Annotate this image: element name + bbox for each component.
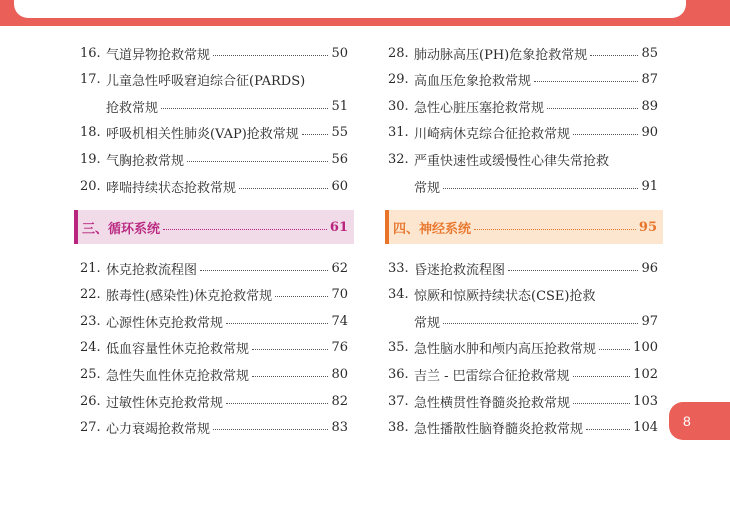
toc-entry[interactable] <box>388 282 658 308</box>
entry-title: 低血容量性休克抢救常规 <box>106 342 250 358</box>
entry-title: 昏迷抢救流程图 <box>414 262 506 278</box>
entry-page-number: 97 <box>641 313 658 329</box>
toc-entry[interactable] <box>80 335 348 361</box>
entry-page-number: 56 <box>331 151 348 167</box>
entry-page-number: 103 <box>633 393 658 409</box>
dot-leader <box>590 55 638 56</box>
entry-number: 32. <box>388 151 409 167</box>
dot-leader <box>213 429 328 430</box>
entry-title: 常规 <box>414 315 441 331</box>
dot-leader <box>252 349 328 350</box>
entry-title: 抢救常规 <box>106 100 159 116</box>
entry-number: 25. <box>80 366 101 382</box>
entry-page-number: 50 <box>331 45 348 61</box>
entry-page-number: 62 <box>331 260 348 276</box>
entry-page-number: 76 <box>331 340 348 356</box>
toc-entry[interactable] <box>388 255 658 281</box>
entry-title: 急性横贯性脊髓炎抢救常规 <box>414 395 571 411</box>
entry-page-number: 91 <box>641 178 658 194</box>
entry-page-number: 85 <box>641 45 658 61</box>
entry-title: 严重快速性或缓慢性心律失常抢救 <box>414 153 610 169</box>
dot-leader <box>252 376 328 377</box>
section-page-number: 61 <box>329 219 348 235</box>
toc-entry[interactable] <box>388 335 658 361</box>
dot-leader <box>534 81 638 82</box>
entry-page-number: 74 <box>331 313 348 329</box>
entry-number: 29. <box>388 72 409 88</box>
entry-number: 17. <box>80 72 101 88</box>
page-number: 8 <box>683 413 691 429</box>
entry-title: 川崎病休克综合征抢救常规 <box>414 127 571 143</box>
entry-title: 心源性休克抢救常规 <box>106 315 224 331</box>
dot-leader <box>573 376 631 377</box>
entry-number: 27. <box>80 420 101 436</box>
toc-entry[interactable] <box>388 388 658 414</box>
entry-number: 30. <box>388 98 409 114</box>
dot-leader <box>275 296 328 297</box>
dot-leader <box>226 403 328 404</box>
toc-entry[interactable] <box>80 415 348 441</box>
entry-title: 脓毒性(感染性)休克抢救常规 <box>106 289 273 305</box>
entry-page-number: 87 <box>641 72 658 88</box>
entry-title: 急性失血性休克抢救常规 <box>106 368 250 384</box>
dot-leader <box>573 403 630 404</box>
entry-title: 急性心脏压塞抢救常规 <box>414 100 545 116</box>
entry-page-number: 90 <box>641 125 658 141</box>
entry-title: 过敏性休克抢救常规 <box>106 395 224 411</box>
toc-entry[interactable] <box>80 120 348 146</box>
entry-number: 24. <box>80 340 101 356</box>
toc-entry[interactable] <box>388 146 658 172</box>
entry-number: 16. <box>80 45 101 61</box>
entry-title: 肺动脉高压(PH)危象抢救常规 <box>414 47 588 63</box>
entry-number: 22. <box>80 287 101 303</box>
entry-number: 21. <box>80 260 101 276</box>
toc-entry[interactable] <box>388 93 658 119</box>
toc-entry[interactable] <box>80 282 348 308</box>
entry-title: 常规 <box>414 180 441 196</box>
entry-number: 33. <box>388 260 409 276</box>
entry-number: 37. <box>388 393 409 409</box>
section-page-number: 95 <box>638 219 657 235</box>
entry-page-number: 89 <box>641 98 658 114</box>
entry-title: 吉兰 - 巴雷综合征抢救常规 <box>414 368 570 384</box>
entry-number: 28. <box>388 45 409 61</box>
dot-leader <box>443 188 638 189</box>
toc-entry[interactable] <box>388 40 658 66</box>
dot-leader <box>213 55 328 56</box>
entry-title: 急性播散性脑脊髓炎抢救常规 <box>414 422 584 438</box>
section-accent-bar <box>385 210 389 244</box>
entry-title: 儿童急性呼吸窘迫综合征(PARDS) <box>106 74 306 90</box>
entry-page-number: 102 <box>633 366 658 382</box>
entry-number: 18. <box>80 125 101 141</box>
top-band-cutout <box>14 0 686 18</box>
entry-page-number: 104 <box>633 420 658 436</box>
entry-title: 气胸抢救常规 <box>106 153 185 169</box>
entry-number: 19. <box>80 151 101 167</box>
entry-number: 38. <box>388 420 409 436</box>
page-number-tab <box>669 402 730 440</box>
entry-page-number: 51 <box>331 98 348 114</box>
toc-entry[interactable] <box>80 308 348 334</box>
toc-entry[interactable] <box>388 67 658 93</box>
entry-title: 高血压危象抢救常规 <box>414 74 532 90</box>
dot-leader <box>599 349 630 350</box>
entry-number: 36. <box>388 366 409 382</box>
toc-entry[interactable] <box>80 255 348 281</box>
entry-title: 气道异物抢救常规 <box>106 47 211 63</box>
toc-entry[interactable] <box>80 67 348 93</box>
entry-title: 急性脑水肿和颅内高压抢救常规 <box>414 342 597 358</box>
entry-number: 35. <box>388 340 409 356</box>
toc-entry[interactable] <box>80 388 348 414</box>
dot-leader <box>200 270 328 271</box>
dot-leader <box>547 108 638 109</box>
entry-title: 哮喘持续状态抢救常规 <box>106 180 237 196</box>
entry-number: 23. <box>80 313 101 329</box>
entry-number: 26. <box>80 393 101 409</box>
dot-leader <box>443 323 638 324</box>
dot-leader <box>508 270 638 271</box>
toc-entry[interactable] <box>80 173 348 199</box>
section-title: 三、循环系统 <box>82 221 161 237</box>
section-title: 四、神经系统 <box>393 221 472 237</box>
entry-page-number: 55 <box>331 125 348 141</box>
dot-leader <box>573 134 638 135</box>
toc-entry[interactable] <box>388 120 658 146</box>
toc-entry[interactable] <box>388 308 658 334</box>
section-heading-neurology[interactable] <box>385 210 663 244</box>
entry-title: 惊厥和惊厥持续状态(CSE)抢救 <box>414 289 596 305</box>
entry-title: 心力衰竭抢救常规 <box>106 422 211 438</box>
entry-title: 呼吸机相关性肺炎(VAP)抢救常规 <box>106 127 299 143</box>
toc-entry[interactable] <box>80 40 348 66</box>
entry-number: 20. <box>80 178 101 194</box>
entry-page-number: 70 <box>331 287 348 303</box>
dot-leader <box>474 229 636 230</box>
entry-number: 34. <box>388 287 409 303</box>
entry-title: 休克抢救流程图 <box>106 262 198 278</box>
toc-entry[interactable] <box>388 415 658 441</box>
entry-page-number: 100 <box>633 340 658 356</box>
toc-entry[interactable] <box>388 361 658 387</box>
entry-page-number: 60 <box>331 178 348 194</box>
dot-leader <box>226 323 328 324</box>
entry-number: 31. <box>388 125 409 141</box>
toc-entry[interactable] <box>388 173 658 199</box>
toc-entry[interactable] <box>80 146 348 172</box>
entry-page-number: 83 <box>331 420 348 436</box>
section-heading-circulation[interactable] <box>74 210 354 244</box>
toc-entry[interactable] <box>80 93 348 119</box>
dot-leader <box>161 108 328 109</box>
dot-leader <box>302 134 329 135</box>
dot-leader <box>586 429 630 430</box>
entry-page-number: 80 <box>331 366 348 382</box>
toc-entry[interactable] <box>80 361 348 387</box>
dot-leader <box>187 161 328 162</box>
section-accent-bar <box>74 210 78 244</box>
entry-page-number: 82 <box>331 393 348 409</box>
entry-page-number: 96 <box>641 260 658 276</box>
top-decorative-band <box>0 0 730 26</box>
dot-leader <box>239 188 328 189</box>
dot-leader <box>163 229 327 230</box>
